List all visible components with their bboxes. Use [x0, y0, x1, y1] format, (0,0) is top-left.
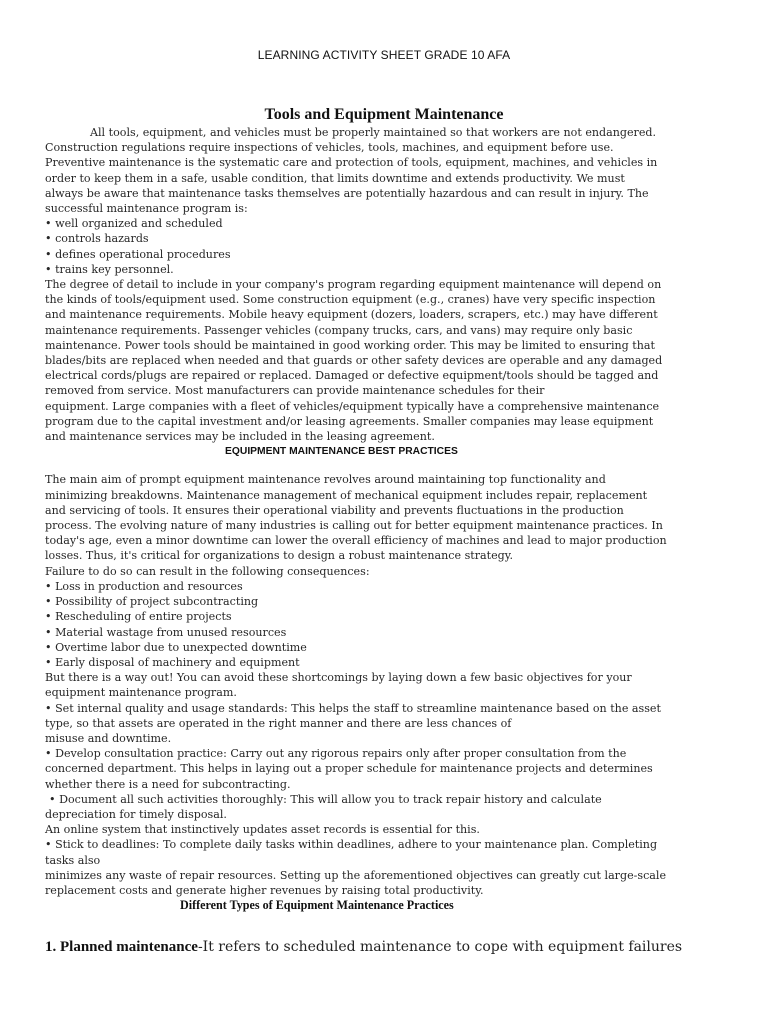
text-line: the kinds of tools/equipment used. Some construction equipment (e.g., cranes) have very specific inspection: [45, 293, 656, 307]
text-line: • Stick to deadlines: To complete daily tasks within deadlines, adhere to your maintenance plan. Completing: [45, 838, 658, 852]
text-line: process. The evolving nature of many industries is calling out for better equipment maintenance practices. In: [45, 519, 663, 533]
planned-maintenance-definition: -It refers to scheduled maintenance to cope with equipment failures: [197, 939, 683, 955]
text-line: But there is a way out! You can avoid these shortcomings by laying down a few basic objectives for your: [45, 671, 632, 685]
intro-paragraph: [45, 125, 725, 444]
text-line: The degree of detail to include in your company's program regarding equipment maintenance will depend on: [45, 278, 662, 292]
text-line: • Document all such activities thoroughly: This will allow you to track repair history and calculate: [49, 792, 602, 806]
text-line: depreciation for timely disposal.: [45, 807, 227, 821]
text-line: type, so that assets are operated in the right manner and there are less chances of: [45, 716, 512, 730]
text-line: blades/bits are replaced when needed and that guards or other safety devices are operable and any damaged: [45, 354, 663, 368]
text-line: and maintenance services may be included in the leasing agreement.: [45, 430, 435, 444]
text-line: maintenance requirements. Passenger vehicles (company trucks, cars, and vans) may require only basic: [45, 323, 633, 337]
text-line: equipment maintenance program.: [45, 686, 237, 700]
text-line: order to keep them in a safe, usable condition, that limits downtime and extends productivity. We must: [45, 171, 625, 185]
text-line: and maintenance requirements. Mobile heavy equipment (dozers, loaders, scrapers, etc.) may have different: [45, 308, 658, 322]
text-line: All tools, equipment, and vehicles must be properly maintained so that workers are not endangered.: [90, 126, 657, 139]
text-line: always be aware that maintenance tasks themselves are potentially hazardous and can result in injury. The: [45, 186, 649, 200]
text-line: and servicing of tools. It ensures their operational viability and prevents fluctuations in the production: [45, 503, 624, 517]
planned-maintenance-term: 1. Planned maintenance: [45, 939, 198, 955]
text-line: • Early disposal of machinery and equipment: [45, 655, 300, 669]
page-header: LEARNING ACTIVITY SHEET GRADE 10 AFA: [257, 48, 511, 62]
text-line: successful maintenance program is:: [45, 202, 248, 216]
text-line: • Set internal quality and usage standards: This helps the staff to streamline maintenance based on the asset: [45, 701, 661, 715]
text-line: An online system that instinctively updates asset records is essential for this.: [45, 823, 480, 837]
planned-maintenance-line: [45, 939, 735, 956]
text-line: • Loss in production and resources: [45, 579, 243, 593]
text-line: • Develop consultation practice: Carry out any rigorous repairs only after proper consultation from the: [45, 747, 627, 761]
text-line: tasks also: [45, 853, 101, 867]
text-line: • Possibility of project subcontracting: [45, 595, 259, 609]
text-line: minimizes any waste of repair resources. Setting up the aforementioned objectives can greatly cut large-scale: [45, 868, 667, 882]
text-line: equipment. Large companies with a fleet of vehicles/equipment typically have a comprehensive maintenance: [45, 399, 660, 413]
text-line: • trains key personnel.: [45, 262, 174, 276]
document-title: Tools and Equipment Maintenance: [264, 106, 504, 123]
text-line: Failure to do so can result in the following consequences:: [45, 564, 370, 578]
text-line: removed from service. Most manufacturers can provide maintenance schedules for their: [45, 384, 545, 398]
maintenance-types-heading: Different Types of Equipment Maintenance Practices: [180, 898, 454, 913]
text-line: concerned department. This helps in laying out a proper schedule for maintenance projects and determines: [45, 762, 653, 776]
text-line: • Material wastage from unused resources: [45, 625, 287, 639]
text-line: electrical cords/plugs are repaired or replaced. Damaged or defective equipment/tools should be tagged and: [45, 369, 659, 383]
text-line: • Rescheduling of entire projects: [45, 610, 232, 624]
text-line: today's age, even a minor downtime can lower the overall efficiency of machines and lead to major production: [45, 534, 667, 548]
text-line: whether there is a need for subcontracting.: [45, 777, 291, 791]
text-line: program due to the capital investment and/or leasing agreements. Smaller companies may lease equipment: [45, 414, 654, 428]
best-practices-heading: EQUIPMENT MAINTENANCE BEST PRACTICES: [225, 446, 458, 458]
text-line: maintenance. Power tools should be maintained in good working order. This may be limited to ensuring that: [45, 338, 655, 352]
text-line: The main aim of prompt equipment maintenance revolves around maintaining top functionality and: [45, 473, 606, 487]
best-practices-paragraph: [45, 472, 725, 898]
text-line: Preventive maintenance is the systematic care and protection of tools, equipment, machines, and vehicles in: [45, 156, 658, 170]
text-line: • defines operational procedures: [45, 247, 231, 261]
text-line: • controls hazards: [45, 232, 149, 246]
text-line: Construction regulations require inspections of vehicles, tools, machines, and equipment before use.: [45, 141, 614, 155]
text-line: • Overtime labor due to unexpected downtime: [45, 640, 307, 654]
text-line: misuse and downtime.: [45, 731, 172, 745]
text-line: • well organized and scheduled: [45, 217, 223, 231]
document-body: [45, 125, 725, 913]
text-line: replacement costs and generate higher revenues by raising total productivity.: [45, 883, 484, 897]
text-line: minimizing breakdowns. Maintenance management of mechanical equipment includes repair, replacement: [45, 488, 648, 502]
text-line: losses. Thus, it's critical for organizations to design a robust maintenance strategy.: [45, 549, 514, 563]
